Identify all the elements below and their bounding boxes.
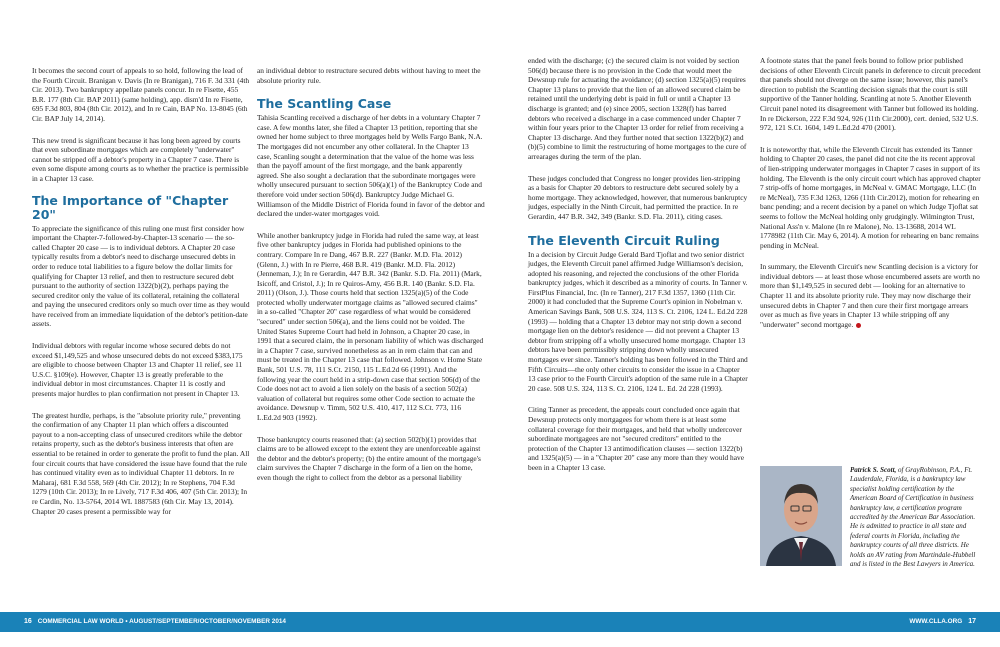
author-photo bbox=[760, 466, 842, 566]
website-link[interactable]: WWW.CLLA.ORG bbox=[909, 618, 963, 625]
heading-scantling-case: The Scantling Case bbox=[257, 96, 392, 112]
column-2 bbox=[257, 66, 485, 647]
author-bio-text: of GrayRobinson, P.A., Ft. Lauderdale, Florida, is a bankruptcy law specialist holding certification by the American Board of Certification in business bankruptcy law, a certification program accredited by the American Bar Association. He is admitted to practice in all state and federal courts in Florida, including the bankruptcy courts of all three districts. He holds an AV rating from Martindale-Hubbell and is listed in the Best Lawyers in America. bbox=[850, 466, 976, 569]
col4-paragraph-1: A footnote states that the panel feels bound to follow prior published decisions of other Eleventh Circuit panels in deference to circuit precedent that panels should not diverge on the same issue; however, this panel's direction to publish the Scantling decision signals that the court is still supportive of the Tanner holding. Scantling at note 5. Another Eleventh Circuit panel noted its disagreement with Tanner but followed its holding. In re Dickerson, 222 F.3d 924, 926 (11th Cir.2000), cert. denied, 532 U.S. 972, 121 S.Ct. 1604, 149 L.Ed.2d 470 (2001). bbox=[760, 56, 981, 133]
footer-right bbox=[909, 612, 976, 632]
left-page-number: 16 bbox=[24, 618, 32, 625]
col3-paragraph-3: In a decision by Circuit Judge Gerald Bard Tjoflat and two senior district judges, the Eleventh Circuit panel affirmed Judge Williamson's decision, adopted his reasoning, and rejected the conclusions of the other Florida bankruptcy judges, which it described as a minority of courts. In Tanner v. FirstPlus Financial, Inc. (In re Tanner), 217 F.3d 1357, 1360 (11th Cir. 2000) it had concluded that the Supreme Court's opinion in Nobelman v. American Savings Bank, 508 U.S. 324, 113 S. Ct. 2106, 124 L. Ed.2d 228 (1993) — holding that a Chapter 13 debtor may not strip down a second mortgage lien on the debtor's residence — did not prevent a Chapter 13 debtor from stripping off a wholly unsecured home mortgage. Chapter 13 debtors have been permissibly stripping down wholly unsecured mortgages ever since. Tanner's holding has been followed in the Third and Fifth Circuits—the only other circuits to consider the issue in a Chapter 13 case prior to the Fourth Circuit's adoption of the same rule in a Chapter 20 case. 508 U.S. 324, 113 S. Ct. 2106, 124 L. Ed. 2d 228 (1993). bbox=[528, 249, 748, 393]
end-of-article-bullet-icon bbox=[856, 323, 861, 328]
col3-paragraph-2: These judges concluded that Congress no longer provides lien-stripping as a basis for Chapter 20 debtors to restructure debt secured solely by a home mortgage. They acknowledged, however, that numerous bankruptcy judges, especially in the Ninth Circuit, had permitted the practice. In re Gerardin, 447 B.R. 342, 349 (Bankr. S.D. Fla. 2011), citing cases. bbox=[528, 173, 748, 221]
issue-dates: • AUGUST/SEPTEMBER/OCTOBER/NOVEMBER 2014 bbox=[125, 618, 286, 625]
col1-paragraph-1: It becomes the second court of appeals to so hold, following the lead of the Fourth Circuit. Branigan v. Davis (In re Branigan), 716 F. 3d 331 (4th Cir. 2013). Two bankruptcy appellate panels concur. In re Fisette, 455 B.R. 177 (8th Cir. BAP 2011) (same holding), app. dism'd In re Fisette, 695 F.3d 803, 804 (8th Cir. 2012), and In re Cain, BAP No. 13-8045 (6th Cir. BAP July 14, 2014). bbox=[32, 66, 250, 123]
author-portrait-icon bbox=[760, 466, 842, 566]
col2-paragraph-3: While another bankruptcy judge in Florida had ruled the same way, at least five other bankruptcy judges in Florida had published opinions to the contrary. Compare In re Dang, 467 B.R. 227 (Bankr. M.D. Fla. 2012) (Glenn, J.) with In re Pierre, 468 B.R. 419 (Bankr. M.D. Fla. 2012) (Jenneman, J.); In re Gerardin, 447 B.R. 342 (Bankr. S.D. Fla. 2011) (Mark, Isicoff, and Cristol, J.); In re Quiros-Amy, 456 B.R. 140 (Bankr. S.D. Fla. 2011) (Olson, J.). Those courts held that section 1325(a)(5) of the Code protected wholly underwater mortgage claims as "allowed secured claims" in a so-called "Chapter 20" case regardless of what would be considered "secured" under section 506(a), and the liens could not be voided. The United States Supreme Court had held in Johnson, a Chapter 20 case, in 1991 that a secured claim, the in personam liability of which was discharged in a Chapter 7 case, survived nonetheless as an in rem claim that can and must be treated in the Chapter 13 case that followed. Johnson v. Home State Bank, 501 U.S. 78, 111 S.Ct. 2150, 115 L.Ed.2d 66 (1991). And the following year the court held in a strip-down case that section 506(d) of the Code does not act to avoid a lien solely on the basis of a section 502(a) valuation of collateral but requires some other Code section to actuate the avoidance. Dewsnup v. Timm, 502 U.S. 410, 417, 112 S.Ct. 773, 116 L.Ed.2d 903 (1992). bbox=[257, 230, 484, 422]
heading-eleventh-circuit-ruling: The Eleventh Circuit Ruling bbox=[528, 232, 720, 248]
footer-left bbox=[24, 612, 286, 632]
column-1 bbox=[32, 66, 250, 647]
col3-paragraph-1: ended with the discharge; (c) the secured claim is not voided by section 506(d) because there is no provision in the Code that would meet the Dewsnup rule for actuating the avoidance; (d) section 1325(a)(5) requires Chapter 13 plans to provide that the lien of an allowed secured claim be retained until the underlying debt is paid in full or until a Chapter 13 discharge is granted; and (e) since 2005, section 1328(f) has barred debtors who received a discharge in a case commenced under Chapter 7 within four years prior to the Chapter 13 order for relief from receiving a Chapter 13 discharge. And they further noted that section 1322(b)(2) and (b)(5) combine to limit the restructuring of home mortgages to the cure of arrearages during the term of the plan. bbox=[528, 56, 747, 161]
col2-paragraph-1: an individual debtor to restructure secured debts without having to meet the absolute priority rule. bbox=[257, 66, 481, 85]
col4-paragraph-3 bbox=[760, 262, 982, 329]
heading-importance-of-chapter-20: The Importance of "Chapter 20" bbox=[32, 192, 229, 222]
col4-paragraph-2: It is noteworthy that, while the Eleventh Circuit has extended its Tanner holding to Chapter 20 cases, the panel did not cite the its recent approval of lien-stripping underwater mortgages in Chapter 7 cases in support of its holding. The Eleventh is the only circuit court which has approved chapter 7 strip-offs of home mortgages, in McNeal v. GMAC Mortgage, LLC (In re McNeal), 735 F.3d 1263, 1266 (11th Cir.2012), motion for rehearing en banc pending; and a recent decision by a panel on which Judge Tjoflat sat seems to follow the McNeal holding only grudgingly. Wilmington Trust, National Ass'n v. Malone (In re Malone), No. 13-13688, 2014 WL 1778982 (11th Cir. May 6, 2014). A motion for rehearing en banc remains pending in McNeal. bbox=[760, 144, 981, 250]
col1-paragraph-3: To appreciate the significance of this ruling one must first consider how important the Chapter-7-followed-by-Chapter-13 scenario — the so-called Chapter 20 case — is to individual debtors. A Chapter 20 case typically results from a debtor's need to discharge unsecured debts in order to reduce total liabilities to a figure below the dollar limits for qualifying for Chapter 13 relief, and then to restructure secured debt pursuant to the authority of section 1322(b)(2), perhaps paying the secured creditor only the value of its collateral, retaining the collateral and paying the unsecured creditors only so much over time as they would have received from an immediate liquidation of the debtor's petition-date assets. bbox=[32, 223, 250, 329]
author-bio bbox=[850, 466, 980, 569]
author-name: Patrick S. Scott, bbox=[850, 466, 897, 474]
publication-name: COMMERCIAL LAW WORLD bbox=[37, 618, 124, 625]
col1-paragraph-2: This new trend is significant because it has long been agreed by courts that even subordinate mortgages which are completely "underwater" cannot be stripped off a debtor's property in a Chapter 7 case. There is even some dispute among courts as to whether the practice is permissible in a Chapter 13 case. bbox=[32, 135, 249, 183]
right-page-number: 17 bbox=[968, 618, 976, 625]
column-3 bbox=[528, 56, 748, 647]
col3-paragraph-4: Citing Tanner as precedent, the appeals court concluded once again that Dewsnup protects only mortgagees for whom there is at least some collateral coverage for their mortgages, and held that wholly undercover subordinate mortgagees are not "secured creditors" entitled to the protection of the Chapter 13 antimodification clauses — section 1322(b) and 1325(a)(5) — in a "Chapter 20" case any more than they would have been in a Chapter 13 case. bbox=[528, 405, 744, 472]
col2-paragraph-2: Tahisia Scantling received a discharge of her debts in a voluntary Chapter 7 case. A few months later, she filed a Chapter 13 petition, reporting that she owned her home subject to three mortgages held by Wells Fargo Bank, N.A. The mortgages did not encumber any other collateral. In the Chapter 13 case, Scanling sought a determination that the value of the home was less than the payoff amount of the first mortgage, and the bank apparently agreed. She also sought a declaration that the subordinate mortgages were wholly unsecured pursuant to section 506(a)(1) of the Bankruptcy Code and therefore void under section 506(d). Bankruptcy Judge Michael G. Williamson of the Middle District of Florida found in favor of the debtor and declared the under-water mortgages void. bbox=[257, 113, 485, 219]
col4-paragraph-3-text: In summary, the Eleventh Circuit's new Scantling decision is a victory for individual debtors — at least those whose encumbered assets are worth no more than $1,149,525 in secured debt — looking for an alternative to Chapter 11 and its absolute priority rule. They may now discharge their unsecured debts in Chapter 7 and then cure their first mortgage arrears over as much as five years in Chapter 13 while stripping off any "underwater" second mortgage. bbox=[760, 262, 980, 329]
col2-paragraph-4: Those bankruptcy courts reasoned that: (a) section 502(b)(1) provides that claims are to be allowed except to the extent they are unenforceable against the debtor and the debtor's property; (b) the entire amount of the mortgage's claim survives the Chapter 7 discharge in the form of a lien on the home, even though the right to collect from the debtor as a personal liability bbox=[257, 434, 481, 482]
col1-paragraph-5: The greatest hurdle, perhaps, is the "absolute priority rule," preventing the confirmation of any Chapter 11 plan which offers a discounted payout to a non-accepting class of unsecured creditors while the debtor retains property, such as the debtor's business interests that often are essential to be retained in order to generate the profit to fund the plan. All four circuit courts that have considered the issue have found that the rule has continued vitality even as to individual Chapter 11 debtors. In re Maharaj, 681 F.3d 558, 569 (4th Cir. 2012); In re Stephens, 704 F.3d 1279 (10th Cir. 2013); In re Lively, 717 F.3d 406, 407 (5th Cir. 2013); In re Cardin, No. 13-5764, 2014 WL 1887583 (6th Cir. May 13, 2014). Chapter 20 cases present a permissible way for bbox=[32, 410, 250, 516]
col1-paragraph-4: Individual debtors with regular income whose secured debts do not exceed $1,149,525 and whose unsecured debts do not exceed $383,175 are eligible to choose between Chapter 13 and Chapter 11 relief, see 11 U.S.C. §109(e). However, Chapter 13 is greatly preferable to the individual debtor in most circumstances. Chapter 11 is costly and presents major hurdles to plan confirmation not present in Chapter 13. bbox=[32, 341, 243, 399]
page-footer bbox=[0, 612, 1000, 632]
